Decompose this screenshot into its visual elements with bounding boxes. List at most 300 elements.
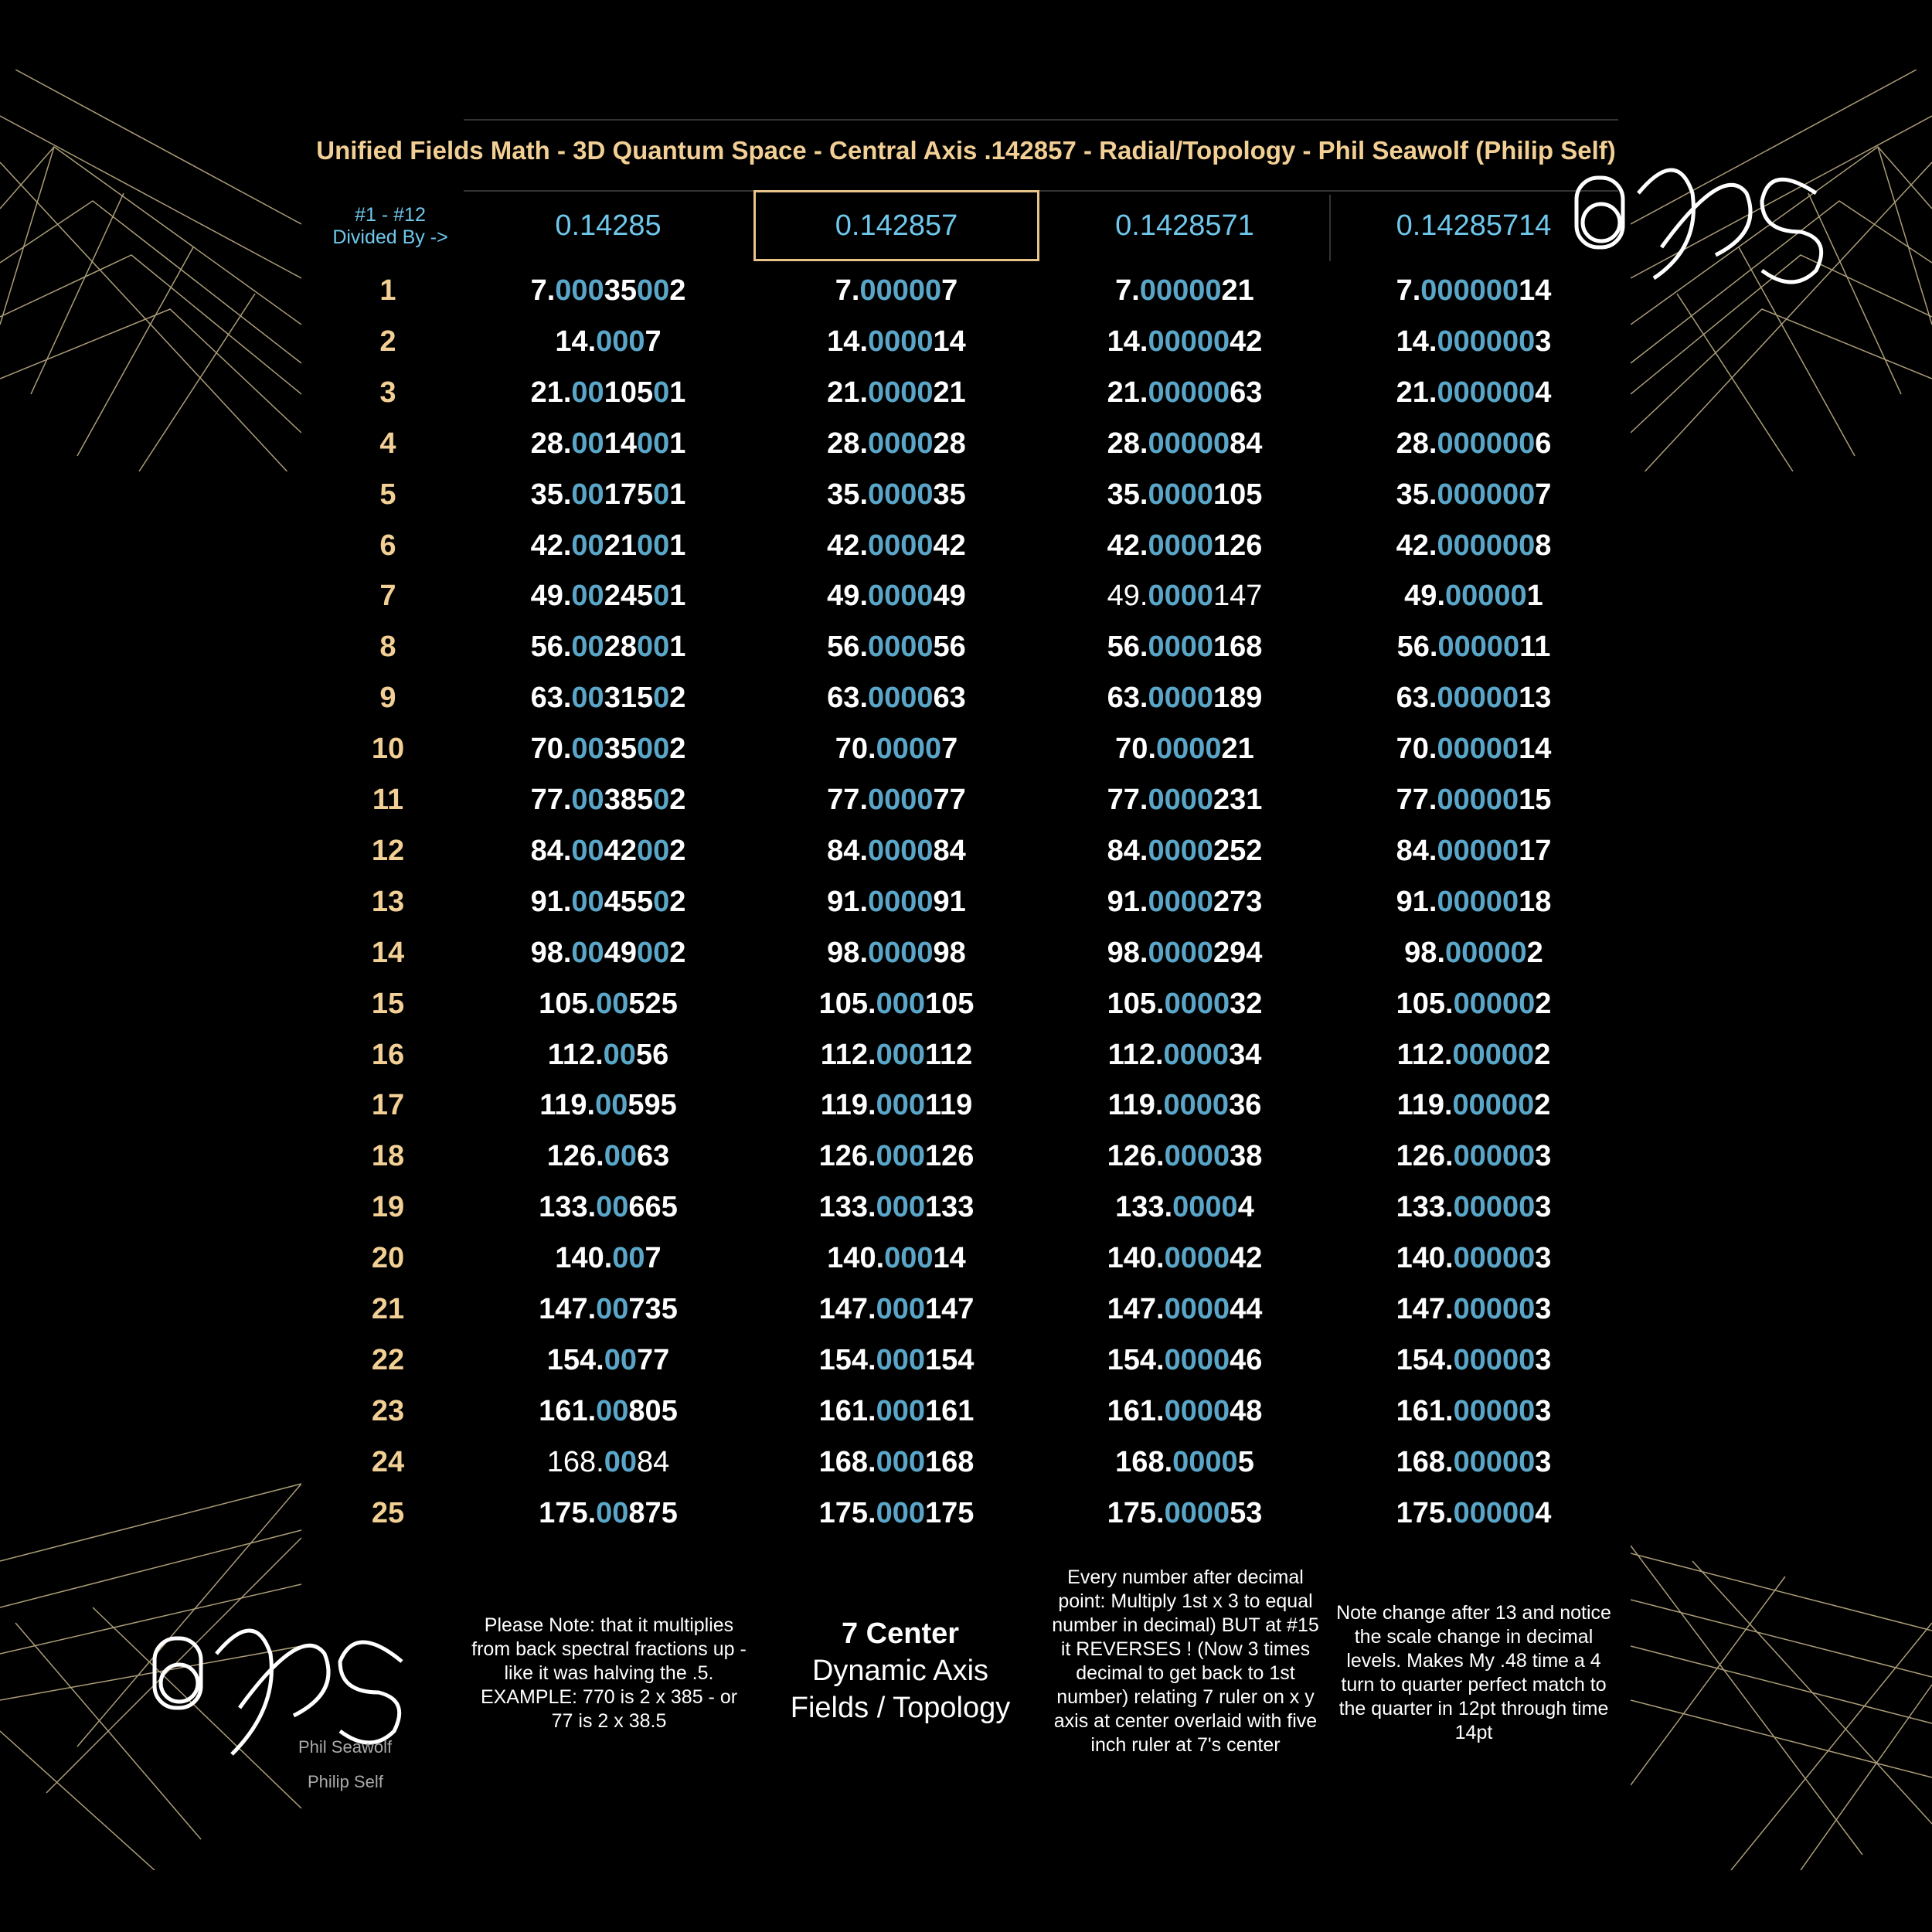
digits: 126. bbox=[546, 1140, 604, 1172]
decimal-zeros: 000 bbox=[876, 988, 925, 1020]
table-cell bbox=[465, 777, 751, 823]
digits: 175. bbox=[1396, 1497, 1454, 1529]
digits: 7 bbox=[941, 274, 958, 307]
decimal-zeros: 000 bbox=[884, 1242, 934, 1274]
row-number: 9 bbox=[379, 682, 396, 714]
digits: 98. bbox=[827, 937, 868, 969]
decimal-zeros: 000 bbox=[876, 1446, 925, 1478]
decimal-zeros: 0000 bbox=[1148, 529, 1213, 562]
table-cell bbox=[1042, 1439, 1328, 1485]
decimal-zeros: 000000 bbox=[1420, 274, 1519, 307]
note-right-2: Note change after 13 and notice the scale change in decimal levels. Makes My .48 time a 4 turn to quarter perfect match to the quarter in 12pt through time 14pt bbox=[1336, 1602, 1611, 1743]
digits: 34 bbox=[1229, 1039, 1262, 1071]
table-cell bbox=[753, 1439, 1039, 1485]
table-cell bbox=[1331, 930, 1617, 976]
digits: 105 bbox=[604, 376, 654, 409]
decimal-zeros: 00 bbox=[571, 631, 604, 663]
digits: 49. bbox=[1404, 580, 1445, 612]
table-cell bbox=[1331, 1337, 1617, 1383]
decimal-zeros: 00000 bbox=[1437, 784, 1519, 816]
digits: 56. bbox=[530, 631, 572, 663]
digits: 147 bbox=[924, 1293, 975, 1325]
table-cell bbox=[1042, 318, 1328, 365]
decimal-zeros: 0000 bbox=[1148, 886, 1213, 918]
digits: 38 bbox=[1230, 1140, 1263, 1172]
digits: 126 bbox=[1213, 529, 1263, 562]
digits: 28. bbox=[1396, 427, 1437, 460]
digits: 46 bbox=[1230, 1344, 1263, 1376]
digits: 455 bbox=[604, 886, 654, 918]
grid-decoration-top-left bbox=[0, 70, 301, 471]
column-header-1-highlighted: 0.142857 bbox=[753, 190, 1039, 261]
row-number: 7 bbox=[379, 580, 396, 612]
decimal-zeros: 000000 bbox=[1437, 478, 1536, 511]
digits: 21 bbox=[1221, 274, 1254, 307]
row-number: 1 bbox=[379, 274, 396, 307]
digits: 273 bbox=[1213, 886, 1263, 918]
digits: 56. bbox=[1107, 631, 1148, 663]
table-cell bbox=[1042, 1184, 1328, 1230]
digits: 77 bbox=[636, 1344, 670, 1376]
table-cell bbox=[1042, 420, 1328, 467]
decimal-zeros: 0000 bbox=[1148, 478, 1213, 511]
decimal-zeros: 0000 bbox=[1164, 1140, 1230, 1172]
decimal-zeros: 0000 bbox=[1148, 631, 1213, 663]
digits: 32 bbox=[1230, 988, 1263, 1020]
digits: 147 bbox=[1213, 580, 1263, 612]
table-cell bbox=[1331, 1184, 1617, 1230]
digits: 18 bbox=[1519, 886, 1552, 918]
digits: 21 bbox=[933, 376, 966, 409]
digits: 2 bbox=[669, 784, 686, 816]
digits: 63 bbox=[933, 682, 966, 714]
decimal-zeros: 00000 bbox=[1437, 682, 1519, 714]
digits: 84 bbox=[933, 835, 966, 867]
digits: 1 bbox=[1526, 580, 1543, 612]
decimal-zeros: 000 bbox=[876, 1140, 925, 1172]
decimal-zeros: 00000 bbox=[1148, 325, 1230, 358]
table-cell bbox=[1042, 675, 1328, 721]
decimal-zeros: 0000 bbox=[868, 376, 934, 409]
decimal-zeros: 00000 bbox=[1437, 631, 1520, 663]
row-number: 24 bbox=[371, 1446, 405, 1478]
decimal-zeros: 00000 bbox=[1453, 1344, 1536, 1376]
table-cell bbox=[1331, 1235, 1617, 1281]
row-number: 5 bbox=[379, 478, 396, 511]
decimal-zeros: 0000 bbox=[876, 733, 942, 765]
table-cell bbox=[1042, 369, 1328, 416]
table-cell bbox=[1042, 1388, 1328, 1434]
table-cell bbox=[465, 267, 751, 314]
decimal-zeros: 0000 bbox=[1148, 835, 1213, 867]
digits: 4 bbox=[1535, 1497, 1552, 1529]
digits: 77. bbox=[530, 784, 572, 816]
digits: 91. bbox=[1107, 886, 1148, 918]
table-cell bbox=[753, 1388, 1039, 1434]
table-cell bbox=[1331, 1133, 1617, 1179]
digits: 168. bbox=[1115, 1446, 1173, 1478]
digits: 4 bbox=[1535, 376, 1552, 409]
digits: 42 bbox=[933, 529, 966, 562]
digits: 17 bbox=[1519, 835, 1552, 867]
decimal-zeros: 000000 bbox=[1437, 325, 1536, 358]
table-cell bbox=[1331, 1388, 1617, 1434]
digits: 14 bbox=[933, 1242, 966, 1274]
table-cell bbox=[465, 1133, 751, 1179]
digits: 28. bbox=[827, 427, 868, 460]
decimal-zeros: 0 bbox=[653, 376, 670, 409]
decimal-zeros: 0000 bbox=[868, 580, 934, 612]
decimal-zeros: 0000 bbox=[1148, 937, 1213, 969]
decimal-zeros: 00 bbox=[571, 937, 604, 969]
table-cell bbox=[1331, 726, 1617, 772]
table-cell bbox=[465, 624, 751, 670]
digits: 126. bbox=[818, 1140, 876, 1172]
digits: 133. bbox=[539, 1191, 597, 1223]
digits: 189 bbox=[1213, 682, 1263, 714]
row-number: 17 bbox=[371, 1089, 405, 1121]
table-cell bbox=[1042, 930, 1328, 976]
table-cell bbox=[753, 879, 1039, 925]
digits: 3 bbox=[1535, 1344, 1552, 1376]
table-cell bbox=[753, 1235, 1039, 1281]
digits: 2 bbox=[669, 937, 686, 969]
digits: 175 bbox=[604, 478, 654, 511]
digits: 175. bbox=[818, 1497, 876, 1529]
digits: 21. bbox=[530, 376, 572, 409]
decimal-zeros: 0000 bbox=[1148, 580, 1213, 612]
digits: 91. bbox=[827, 886, 868, 918]
digits: 84. bbox=[530, 835, 572, 867]
digits: 49 bbox=[604, 937, 637, 969]
digits: 84 bbox=[1230, 427, 1263, 460]
digits: 175 bbox=[924, 1497, 975, 1529]
center-subtitle-1: Dynamic Axis bbox=[811, 1655, 989, 1687]
digits: 63. bbox=[827, 682, 868, 714]
digits: 112. bbox=[1396, 1039, 1453, 1071]
digits: 56. bbox=[1396, 631, 1438, 663]
digits: 105. bbox=[1107, 988, 1165, 1020]
digits: 56. bbox=[827, 631, 868, 663]
table-cell bbox=[465, 522, 751, 569]
table-cell bbox=[465, 1032, 751, 1078]
digits: 77. bbox=[1107, 784, 1148, 816]
digits: 315 bbox=[604, 682, 654, 714]
digits: 2 bbox=[669, 886, 686, 918]
digits: 133. bbox=[1396, 1191, 1454, 1223]
digits: 154. bbox=[1396, 1344, 1454, 1376]
row-number: 19 bbox=[371, 1191, 405, 1223]
digits: 21. bbox=[1107, 376, 1148, 409]
decimal-zeros: 00 bbox=[571, 682, 604, 714]
digits: 56 bbox=[635, 1039, 669, 1071]
digits: 119. bbox=[1107, 1089, 1164, 1121]
table-cell bbox=[465, 1184, 751, 1230]
table-cell bbox=[465, 471, 751, 518]
digits: 1 bbox=[669, 529, 686, 562]
row-number: 22 bbox=[371, 1344, 405, 1376]
digits: 140. bbox=[555, 1242, 613, 1274]
decimal-zeros: 000 bbox=[596, 325, 645, 358]
decimal-zeros: 0000 bbox=[868, 529, 934, 562]
decimal-zeros: 0 bbox=[653, 580, 670, 612]
digits: 35 bbox=[604, 274, 637, 307]
decimal-zeros: 00000 bbox=[1445, 937, 1527, 969]
digits: 14 bbox=[933, 325, 966, 358]
row-number: 14 bbox=[371, 937, 405, 969]
center-title: 7 Center bbox=[841, 1617, 960, 1650]
digits: 1 bbox=[669, 376, 686, 409]
table-cell bbox=[1042, 1082, 1328, 1128]
digits: 112. bbox=[1107, 1039, 1164, 1071]
table-cell bbox=[1042, 1032, 1328, 1078]
digits: 1 bbox=[669, 427, 686, 460]
table-cell bbox=[1331, 1032, 1617, 1078]
digits: 805 bbox=[628, 1395, 678, 1427]
table-cell bbox=[1331, 1490, 1617, 1536]
decimal-zeros: 00000 bbox=[1452, 1089, 1535, 1121]
table-cell bbox=[1331, 369, 1617, 416]
digits: 1 bbox=[669, 631, 686, 663]
table-cell bbox=[1042, 1490, 1328, 1536]
table-cell bbox=[1331, 828, 1617, 874]
table-cell bbox=[753, 1082, 1039, 1128]
digits: 133 bbox=[924, 1191, 975, 1223]
table-cell bbox=[1331, 1439, 1617, 1485]
decimal-zeros: 00 bbox=[612, 1242, 645, 1274]
digits: 98 bbox=[933, 937, 966, 969]
decimal-zeros: 000 bbox=[876, 1039, 925, 1071]
table-cell bbox=[1331, 777, 1617, 823]
table-cell bbox=[465, 1286, 751, 1332]
row-number: 13 bbox=[371, 886, 405, 918]
decimal-zeros: 000000 bbox=[1437, 376, 1536, 409]
decimal-zeros: 00 bbox=[596, 988, 629, 1020]
row-number: 6 bbox=[379, 529, 396, 562]
table-cell bbox=[1042, 828, 1328, 874]
decimal-zeros: 0000 bbox=[868, 682, 934, 714]
table-cell bbox=[753, 1032, 1039, 1078]
table-cell bbox=[1042, 1337, 1328, 1383]
digits: 119. bbox=[1396, 1089, 1453, 1121]
digits: 35 bbox=[604, 733, 637, 765]
decimal-zeros: 00000 bbox=[1148, 376, 1230, 409]
digits: 14. bbox=[555, 325, 597, 358]
decimal-zeros: 0000 bbox=[1164, 988, 1230, 1020]
digits: 665 bbox=[628, 1191, 678, 1223]
table-cell bbox=[465, 1388, 751, 1434]
decimal-zeros: 00000 bbox=[1453, 1293, 1536, 1325]
digits: 91 bbox=[933, 886, 966, 918]
decimal-zeros: 00 bbox=[604, 1344, 637, 1376]
digits: 7 bbox=[645, 325, 662, 358]
digits: 3 bbox=[1535, 1395, 1552, 1427]
decimal-zeros: 0000 bbox=[1163, 1039, 1230, 1071]
table-cell bbox=[753, 267, 1039, 314]
decimal-zeros: 0000 bbox=[868, 886, 934, 918]
digits: 112. bbox=[547, 1039, 604, 1071]
digits: 294 bbox=[1213, 937, 1263, 969]
digits: 231 bbox=[1213, 784, 1263, 816]
table-cell bbox=[753, 318, 1039, 365]
digits: 98. bbox=[530, 937, 572, 969]
decimal-zeros: 0000 bbox=[1156, 733, 1222, 765]
digits: 119. bbox=[820, 1089, 876, 1121]
digits: 525 bbox=[628, 988, 678, 1020]
digits: 2 bbox=[669, 835, 686, 867]
row-number: 8 bbox=[379, 631, 396, 663]
decimal-zeros: 0000 bbox=[1164, 1344, 1230, 1376]
digits: 175. bbox=[1107, 1497, 1165, 1529]
center-subtitle-2: Fields / Topology bbox=[790, 1692, 1011, 1724]
table-cell bbox=[1331, 1082, 1617, 1128]
decimal-zeros: 00 bbox=[571, 835, 604, 867]
table-cell bbox=[1331, 981, 1617, 1027]
table-cell bbox=[1042, 471, 1328, 518]
digits: 8 bbox=[1535, 529, 1552, 562]
digits: 3 bbox=[1535, 1293, 1552, 1325]
digits: 84. bbox=[827, 835, 868, 867]
row-number: 20 bbox=[371, 1242, 405, 1274]
digits: 133. bbox=[818, 1191, 876, 1223]
divided-by-text: Divided By -> bbox=[332, 226, 448, 248]
table-cell bbox=[753, 675, 1039, 721]
decimal-zeros: 00 bbox=[603, 1039, 636, 1071]
decimal-zeros: 0000 bbox=[868, 325, 934, 358]
digits: 48 bbox=[1230, 1395, 1263, 1427]
table-cell bbox=[753, 522, 1039, 569]
digits: 84 bbox=[636, 1446, 670, 1478]
digits: 245 bbox=[604, 580, 654, 612]
decimal-zeros: 00 bbox=[571, 427, 604, 460]
digits: 77 bbox=[933, 784, 966, 816]
digits: 735 bbox=[628, 1293, 678, 1325]
digits: 140. bbox=[827, 1242, 885, 1274]
decimal-zeros: 00 bbox=[604, 1446, 637, 1478]
digits: 252 bbox=[1213, 835, 1263, 867]
row-number: 18 bbox=[371, 1140, 405, 1172]
table-cell bbox=[465, 1082, 751, 1128]
digits: 7. bbox=[835, 274, 860, 307]
decimal-zeros: 0000 bbox=[1148, 682, 1213, 714]
table-cell bbox=[465, 1337, 751, 1383]
table-cell bbox=[753, 981, 1039, 1027]
decimal-zeros: 00 bbox=[571, 478, 604, 511]
digits: 140. bbox=[1107, 1242, 1165, 1274]
decimal-zeros: 00 bbox=[636, 529, 670, 562]
decimal-zeros: 0000 bbox=[1163, 1089, 1230, 1121]
digits: 98. bbox=[1107, 937, 1148, 969]
digits: 105. bbox=[1396, 988, 1454, 1020]
table-cell bbox=[1042, 624, 1328, 670]
digits: 154. bbox=[1107, 1344, 1165, 1376]
digits: 35. bbox=[1107, 478, 1148, 511]
digits: 44 bbox=[1230, 1293, 1263, 1325]
table-cell bbox=[465, 675, 751, 721]
decimal-zeros: 00000 bbox=[1453, 1497, 1536, 1529]
row-number: 23 bbox=[371, 1395, 405, 1427]
digits: 35. bbox=[530, 478, 572, 511]
digits: 154 bbox=[924, 1344, 975, 1376]
decimal-zeros: 00000 bbox=[1437, 886, 1519, 918]
signature-legal-name: Philip Self bbox=[308, 1772, 383, 1791]
table-cell bbox=[1331, 471, 1617, 518]
digits: 3 bbox=[1535, 1140, 1552, 1172]
digits: 105. bbox=[539, 988, 597, 1020]
digits: 49. bbox=[530, 580, 572, 612]
table-cell bbox=[1331, 522, 1617, 569]
digits: 161. bbox=[818, 1395, 876, 1427]
decimal-zeros: 00 bbox=[636, 733, 670, 765]
row-number: 15 bbox=[371, 988, 405, 1020]
table-cell bbox=[753, 1490, 1039, 1536]
digits: 21. bbox=[827, 376, 868, 409]
decimal-zeros: 00000 bbox=[1453, 1446, 1536, 1478]
decimal-zeros: 000000 bbox=[1437, 529, 1536, 562]
table-cell bbox=[753, 420, 1039, 467]
row-number: 12 bbox=[371, 835, 405, 867]
divided-by-label bbox=[309, 204, 471, 249]
table-cell bbox=[465, 1235, 751, 1281]
digits: 56 bbox=[933, 631, 966, 663]
decimal-zeros: 0000 bbox=[1172, 1191, 1238, 1223]
table-cell bbox=[753, 777, 1039, 823]
decimal-zeros: 00 bbox=[596, 1293, 629, 1325]
digits: 175. bbox=[539, 1497, 597, 1529]
digits: 2 bbox=[669, 274, 686, 307]
digits: 13 bbox=[1519, 682, 1552, 714]
digits: 28. bbox=[1107, 427, 1148, 460]
decimal-zeros: 0000 bbox=[1164, 1293, 1230, 1325]
decimal-zeros: 00 bbox=[571, 886, 604, 918]
decimal-zeros: 000 bbox=[555, 274, 604, 307]
decimal-zeros: 00000 bbox=[1139, 274, 1222, 307]
decimal-zeros: 000000 bbox=[1437, 427, 1536, 460]
decimal-zeros: 00 bbox=[636, 427, 670, 460]
digits: 3 bbox=[1535, 325, 1552, 358]
digits: 63 bbox=[636, 1140, 670, 1172]
digits: 105 bbox=[924, 988, 975, 1020]
digits: 28. bbox=[530, 427, 572, 460]
digits: 63. bbox=[530, 682, 572, 714]
table-cell bbox=[465, 573, 751, 619]
digits: 2 bbox=[1534, 1039, 1551, 1071]
table-cell bbox=[1042, 1133, 1328, 1179]
digits: 14. bbox=[1396, 325, 1437, 358]
grid-decoration-bottom-right bbox=[1631, 1530, 1932, 1870]
decimal-zeros: 00000 bbox=[1437, 733, 1519, 765]
digits: 140. bbox=[1396, 1242, 1454, 1274]
table-cell bbox=[753, 1286, 1039, 1332]
digits: 36 bbox=[1229, 1089, 1262, 1121]
decimal-zeros: 0000 bbox=[1164, 1497, 1230, 1529]
table-cell bbox=[465, 1439, 751, 1485]
digits: 168. bbox=[1396, 1446, 1454, 1478]
digits: 2 bbox=[1535, 988, 1552, 1020]
decimal-zeros: 00000 bbox=[1453, 988, 1536, 1020]
digits: 154. bbox=[546, 1344, 604, 1376]
digits: 385 bbox=[604, 784, 654, 816]
digits: 84. bbox=[1396, 835, 1437, 867]
digits: 42 bbox=[1230, 325, 1263, 358]
decimal-zeros: 000 bbox=[876, 1089, 925, 1121]
digits: 42. bbox=[1107, 529, 1148, 562]
digits: 42 bbox=[604, 835, 637, 867]
decimal-zeros: 000 bbox=[876, 1395, 925, 1427]
digits: 91. bbox=[1396, 886, 1437, 918]
digits: 28 bbox=[933, 427, 966, 460]
digits: 147. bbox=[1107, 1293, 1165, 1325]
